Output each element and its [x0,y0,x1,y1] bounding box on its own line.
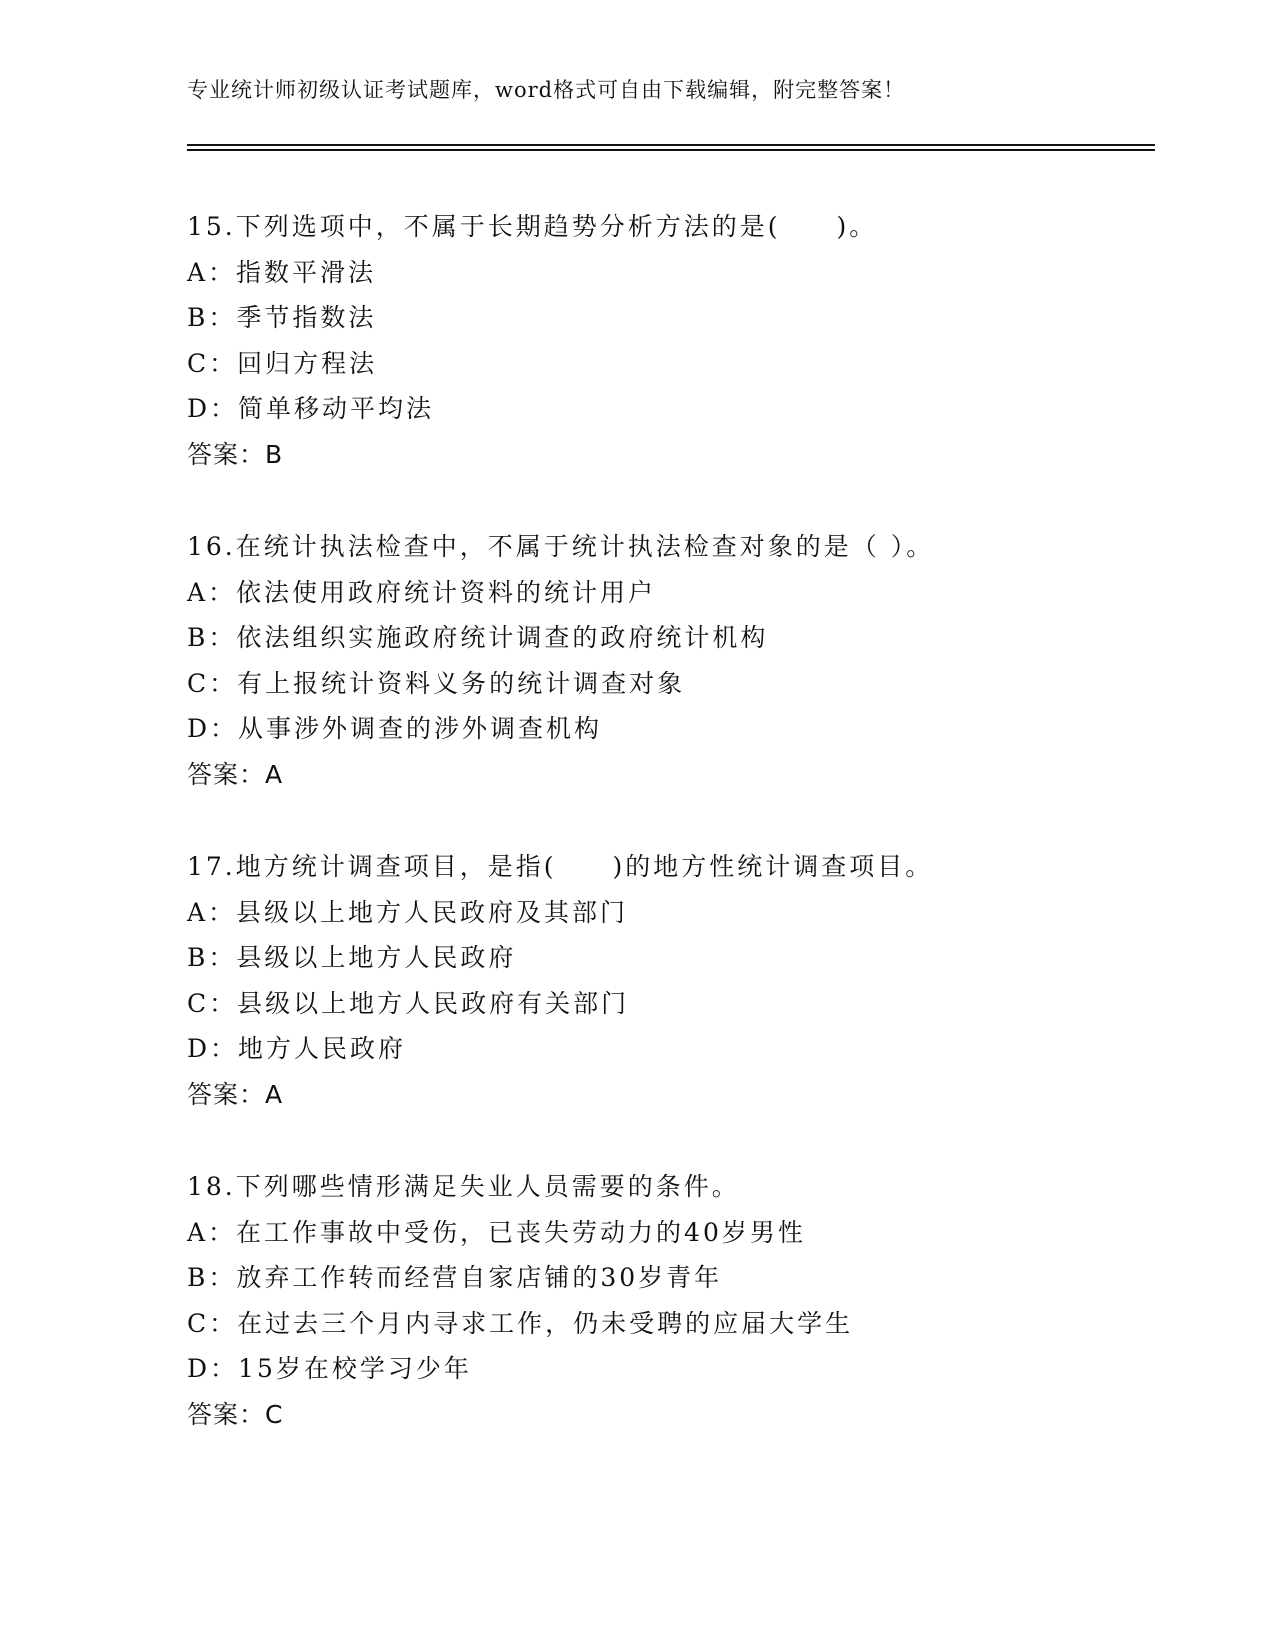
answer: 答案：B [187,439,284,469]
header-rule-bottom [187,149,1155,151]
question-list [187,204,1155,1484]
answer: 答案：A [187,1079,284,1109]
option-c: C：有上报统计资料义务的统计调查对象 [187,668,686,698]
option-d: D：从事涉外调查的涉外调查机构 [187,714,603,743]
option-a: A：指数平滑法 [187,257,377,287]
option-a: A：县级以上地方人民政府及其部门 [187,897,629,927]
option-a: A：依法使用政府统计资料的统计用户 [187,577,657,607]
option-c: C：回归方程法 [187,348,378,378]
question-17 [187,844,1155,1164]
option-b: B：放弃工作转而经营自家店铺的30岁青年 [187,1263,723,1292]
option-b: B：季节指数法 [187,303,377,332]
option-b: B：县级以上地方人民政府 [187,943,517,972]
question-stem: 18.下列哪些情形满足失业人员需要的条件。 [187,1172,740,1201]
question-stem: 17.地方统计调查项目，是指( )的地方性统计调查项目。 [187,852,934,881]
question-18 [187,1164,1155,1484]
option-b: B：依法组织实施政府统计调查的政府统计机构 [187,623,769,652]
answer: 答案：C [187,1399,284,1429]
option-d: D：简单移动平均法 [187,394,435,423]
header-rule-top [187,144,1155,146]
question-stem: 15.下列选项中，不属于长期趋势分析方法的是( )。 [187,212,878,241]
question-15 [187,204,1155,524]
page-header: 专业统计师初级认证考试题库，word格式可自由下载编辑，附完整答案！ [187,78,906,102]
option-a: A：在工作事故中受伤，已丧失劳动力的40岁男性 [187,1217,806,1247]
question-stem: 16.在统计执法检查中，不属于统计执法检查对象的是（ ）。 [187,532,935,561]
option-c: C：县级以上地方人民政府有关部门 [187,988,630,1018]
option-d: D：15岁在校学习少年 [187,1354,472,1383]
option-c: C：在过去三个月内寻求工作，仍未受聘的应届大学生 [187,1308,854,1338]
answer: 答案：A [187,759,284,789]
option-d: D：地方人民政府 [187,1034,407,1063]
question-16 [187,524,1155,844]
